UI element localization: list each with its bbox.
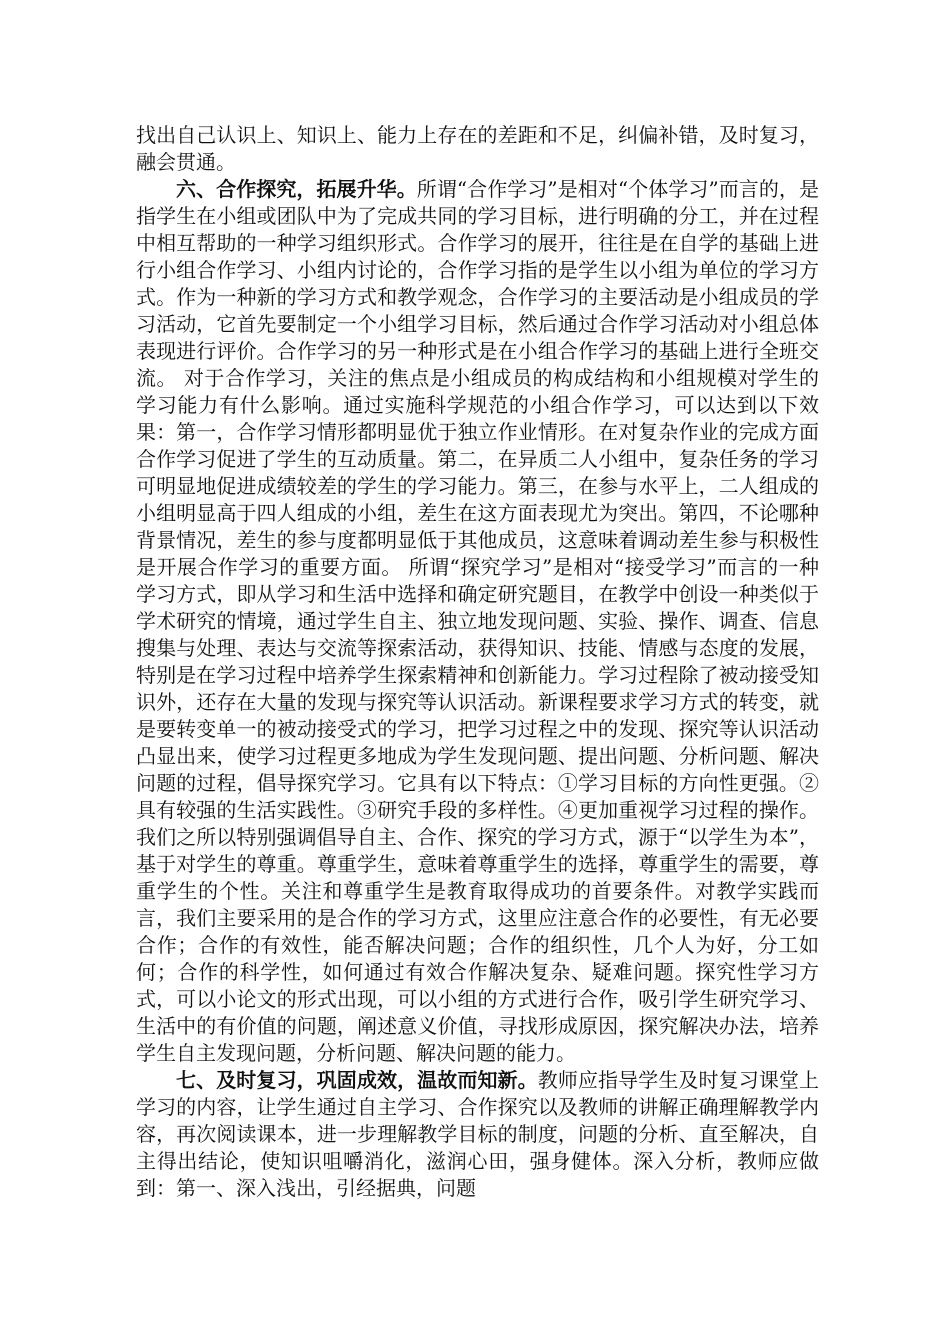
section-7-paragraph [136, 1067, 819, 1202]
intro-paragraph [136, 122, 819, 176]
section-7-heading: 七、及时复习，巩固成效，温故而知新。 [176, 1068, 538, 1092]
document-page [136, 122, 819, 1202]
section-7-body: 教师应指导学生及时复习课堂上学习的内容，让学生通过自主学习、合作探究以及教师的讲解正确理解教学内容，再次阅读课本，进一步理解教学目标的制度，问题的分析、直至解决，自主得出结论，使知识咀嚼消化，滋润心田，强身健体。深入分析，教师应做到：第一、深入浅出，引经据典，问题 [136, 1068, 820, 1200]
section-6-body: 所谓“合作学习”是相对“个体学习”而言的，是指学生在小组或团队中为了完成共同的学习目标，进行明确的分工，并在过程中相互帮助的一种学习组织形式。合作学习的展开，往往是在自学的基础上进行小组合作学习、小组内讨论的，合作学习指的是学生以小组为单位的学习方式。作为一种新的学习方式和教学观念，合作学习的主要活动是小组成员的学习活动，它首先要制定一个小组学习目标，然后通过合作学习活动对小组总体表现进行评价。合作学习的另一种形式是在小组合作学习的基础上进行全班交流。 对于合作学习，关注的焦点是小组成员的构成结构和小组规模对学生的学习能力有什么影响。通过实施科学规范的小组合作学习，可以达到以下效果：第一，合作学习情形都明显优于独立作业情形。在对复杂作业的完成方面合作学习促进了学生的互动质量。第二，在异质二人小组中，复杂任务的学习可明显地促进成绩较差的学生的学习能力。第三，在参与水平上，二人组成的小组明显高于四人组成的小组，差生在这方面表现尤为突出。第四，不论哪种背景情况，差生的参与度都明显低于其他成员，这意味着调动差生参与积极性是开展合作学习的重要方面。 所谓“探究学习”是相对“接受学习”而言的一种学习方式，即从学习和生活中选择和确定研究题目，在教学中创设一种类似于学术研究的情境，通过学生自主、独立地发现问题、实验、操作、调查、信息搜集与处理、表达与交流等探索活动，获得知识、技能、情感与态度的发展，特别是在学习过程中培养学生探索精神和创新能力。学习过程除了被动接受知识外，还存在大量的发现与探究等认识活动。新课程要求学习方式的转变，就是要转变单一的被动接受式的学习，把学习过程之中的发现、探究等认识活动凸显出来，使学习过程更多地成为学生发现问题、提出问题、分析问题、解决问题的过程，倡导探究学习。它具有以下特点：①学习目标的方向性更强。②具有较强的生活实践性。③研究手段的多样性。④更加重视学习过程的操作。我们之所以特别强调倡导自主、合作、探究的学习方式，源于“以学生为本”，基于对学生的尊重。尊重学生，意味着尊重学生的选择，尊重学生的需要，尊重学生的个性。关注和尊重学生是教育取得成功的首要条件。对教学实践而言，我们主要采用的是合作的学习方式，这里应注意合作的必要性，有无必要合作；合作的有效性，能否解决问题；合作的组织性，几个人为好，分工如何；合作的科学性，如何通过有效合作解决复杂、疑难问题。探究性学习方式，可以小论文的形式出现，可以小组的方式进行合作，吸引学生研究学习、生活中的有价值的问题，阐述意义价值，寻找形成原因，探究解决办法，培养学生自主发现问题，分析问题、解决问题的能力。 [136, 177, 819, 1065]
intro-text: 找出自己认识上、知识上、能力上存在的差距和不足，纠偏补错，及时复习，融会贯通。 [136, 123, 819, 174]
section-6-heading: 六、合作探究，拓展升华。 [176, 177, 417, 201]
section-6-paragraph [136, 176, 819, 1067]
